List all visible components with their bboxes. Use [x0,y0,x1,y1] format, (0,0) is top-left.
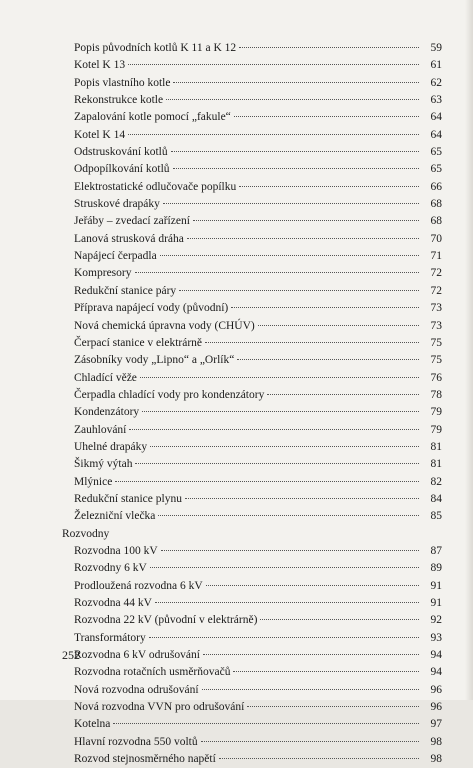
toc-entry-page: 65 [430,146,442,159]
toc-entry-title: Jeřáby – zvedací zařízení [74,215,190,228]
dot-leader [239,47,419,48]
toc-entry-title: Rozvodna rotačních usměrňovačů [74,666,231,679]
toc-entry-page: 72 [430,267,442,280]
dot-leader [173,168,419,169]
toc-entry [62,543,442,560]
page-edge-shadow [465,0,473,700]
dot-leader [113,723,419,724]
toc-entry-title: Kompresory [74,267,132,280]
toc-entry-title: Redukční stanice páry [74,284,177,297]
dot-leader [260,619,419,620]
toc-entry-page: 76 [430,371,442,384]
toc-entry [62,161,442,178]
toc-entry-page: 87 [430,544,442,557]
toc-entry-page: 72 [430,284,442,297]
dot-leader [203,654,419,655]
dot-leader [150,446,419,447]
toc-entry-title: Prodloužená rozvodna 6 kV [74,579,203,592]
dot-leader [219,758,419,759]
dot-leader [193,220,419,221]
dot-leader [163,203,419,204]
dot-leader [155,602,419,603]
toc-entry-page: 75 [430,354,442,367]
toc-entry [62,109,442,126]
toc-entry-title: Rozvodna 100 kV [74,544,158,557]
toc-entry-page: 85 [430,510,442,523]
toc-entry [62,439,442,456]
toc-entry-page: 89 [430,562,442,575]
dot-leader [173,82,419,83]
toc-entry-page: 92 [430,614,442,627]
toc-entry-title: Zapalování kotle pomocí „fakule“ [74,111,231,124]
dot-leader [149,637,419,638]
toc-entry [62,40,442,57]
table-of-contents [62,40,442,768]
toc-entry-title: Chladící věže [74,371,137,384]
toc-entry [62,734,442,751]
toc-entry-title: Nová rozvodna odrušování [74,683,199,696]
toc-entry-title: Struskové drapáky [74,198,160,211]
toc-entry [62,335,442,352]
toc-entry-page: 94 [430,666,442,679]
toc-entry-title: Rozvodna 44 kV [74,597,152,609]
toc-entry-title: Transformátory [74,631,146,644]
toc-entry-title: Odstruskování kotlů [74,146,168,159]
toc-entry-page: 94 [430,649,442,662]
dot-leader [201,741,419,742]
toc-entry-page: 96 [430,701,442,714]
toc-entry [62,595,442,612]
toc-entry [62,630,442,647]
dot-leader [179,290,419,291]
toc-entry [62,699,442,716]
toc-entry-title: Nová chemická úpravna vody (CHÚV) [74,319,255,332]
toc-entry-title: Kotel K 14 [74,128,126,141]
dot-leader [206,585,419,586]
dot-leader [129,429,419,430]
dot-leader [128,64,419,65]
toc-entry-title: Rozvodna 22 kV (původní v elektrárně) [74,614,258,627]
toc-entry-page: 65 [430,163,442,176]
toc-entry [62,647,442,664]
toc-entry [62,318,442,335]
dot-leader [185,498,419,499]
toc-entry-page: 63 [430,94,442,107]
toc-entry [62,612,442,629]
toc-section-heading [62,526,442,543]
toc-entry-title: Kondenzátory [74,406,140,419]
toc-entry-page: 59 [430,42,442,54]
toc-entry-page: 71 [430,250,442,263]
toc-entry-page: 68 [430,198,442,211]
toc-entry-title: Čerpadla chladící vody pro kondenzátory [74,388,265,401]
toc-entry [62,456,442,473]
dot-leader [142,411,419,412]
toc-entry [62,664,442,681]
toc-entry-title: Kotelna [74,718,111,731]
dot-leader [231,307,419,308]
toc-entry-page: 64 [430,111,442,124]
dot-leader [135,463,419,464]
toc-entry-title: Redukční stanice plynu [74,492,182,505]
toc-entry-page: 98 [430,753,442,766]
dot-leader [202,689,419,690]
toc-entry-page: 82 [430,475,442,488]
toc-entry [62,213,442,230]
toc-entry-page: 62 [430,76,442,89]
toc-entry-page: 97 [430,718,442,731]
toc-entry [62,474,442,491]
toc-entry [62,179,442,196]
toc-entry-page: 73 [430,319,442,332]
toc-entry-page: 79 [430,423,442,436]
toc-entry-title: Šikmý výtah [74,458,133,471]
toc-entry-title: Hlavní rozvodna 550 voltů [74,735,198,748]
toc-entry-page: 70 [430,232,442,245]
toc-entry-title: Čerpací stanice v elektrárně [74,336,203,349]
toc-entry [62,682,442,699]
toc-entry-title: Zásobníky vody „Lipno“ a „Orlík“ [74,354,235,367]
toc-entry [62,560,442,577]
toc-entry [62,751,442,768]
toc-entry-page: 68 [430,215,442,228]
dot-leader [187,238,419,239]
toc-entry [62,144,442,161]
toc-entry [62,300,442,317]
dot-leader [150,567,419,568]
dot-leader [247,706,419,707]
toc-entry-title: Popis vlastního kotle [74,76,171,89]
toc-entry [62,283,442,300]
dot-leader [161,550,419,551]
toc-entry [62,578,442,595]
toc-entry [62,370,442,387]
dot-leader [237,359,419,360]
toc-entry [62,404,442,421]
toc-entry-title: Rekonstrukce kotle [74,94,164,107]
toc-entry-page: 98 [430,735,442,748]
dot-leader [239,186,419,187]
toc-entry-page: 91 [430,597,442,609]
toc-entry-page: 61 [430,59,442,72]
toc-entry [62,491,442,508]
toc-entry [62,508,442,525]
toc-entry-title: Kotel K 13 [74,59,126,72]
toc-entry-page: 75 [430,336,442,349]
dot-leader [115,481,419,482]
toc-entry-title: Rozvodna 6 kV odrušování [74,649,200,662]
toc-entry-page: 93 [430,631,442,644]
toc-entry-page: 78 [430,388,442,401]
dot-leader [166,99,419,100]
toc-entry [62,265,442,282]
toc-entry-page: 96 [430,683,442,696]
toc-entry-page: 73 [430,302,442,315]
toc-entry-title: Rozvod stejnosměrného napětí [74,753,216,766]
toc-entry [62,92,442,109]
toc-entry-title: Železniční vlečka [74,510,156,523]
toc-entry-page: 79 [430,406,442,419]
toc-entry-title: Napájecí čerpadla [74,250,157,263]
toc-entry-page: 81 [430,458,442,471]
toc-entry-page: 64 [430,128,442,141]
toc-entry-page: 91 [430,579,442,592]
toc-entry [62,422,442,439]
toc-entry-title: Lanová strusková dráha [74,232,184,245]
toc-entry [62,352,442,369]
dot-leader [160,255,419,256]
dot-leader [140,377,419,378]
toc-entry-title: Rozvodny [62,527,110,540]
dot-leader [171,151,419,152]
toc-entry [62,716,442,733]
dot-leader [158,515,419,516]
toc-entry-title: Popis původních kotlů K 11 a K 12 [74,42,237,54]
toc-entry [62,231,442,248]
dot-leader [258,325,419,326]
page-number-folio: 252 [62,648,80,662]
dot-leader [135,272,420,273]
dot-leader [128,134,419,135]
toc-entry-title: Rozvodny 6 kV [74,562,147,575]
toc-entry [62,387,442,404]
toc-entry-title: Zauhlování [74,423,127,436]
toc-entry-title: Mlýnice [74,475,113,488]
dot-leader [233,671,419,672]
toc-entry [62,127,442,144]
toc-entry [62,57,442,74]
toc-entry-page: 84 [430,492,442,505]
toc-entry-title: Příprava napájecí vody (původní) [74,302,229,315]
toc-entry [62,75,442,92]
toc-entry [62,248,442,265]
toc-entry-page: 66 [430,180,442,193]
dot-leader [234,116,419,117]
toc-entry-title: Nová rozvodna VVN pro odrušování [74,701,245,714]
dot-leader [205,342,419,343]
toc-entry-title: Elektrostatické odlučovače popílku [74,180,237,193]
toc-entry-title: Odpopílkování kotlů [74,163,170,176]
dot-leader [267,394,419,395]
toc-entry-title: Uhelné drapáky [74,440,148,453]
toc-entry-page: 81 [430,440,442,453]
toc-entry [62,196,442,213]
